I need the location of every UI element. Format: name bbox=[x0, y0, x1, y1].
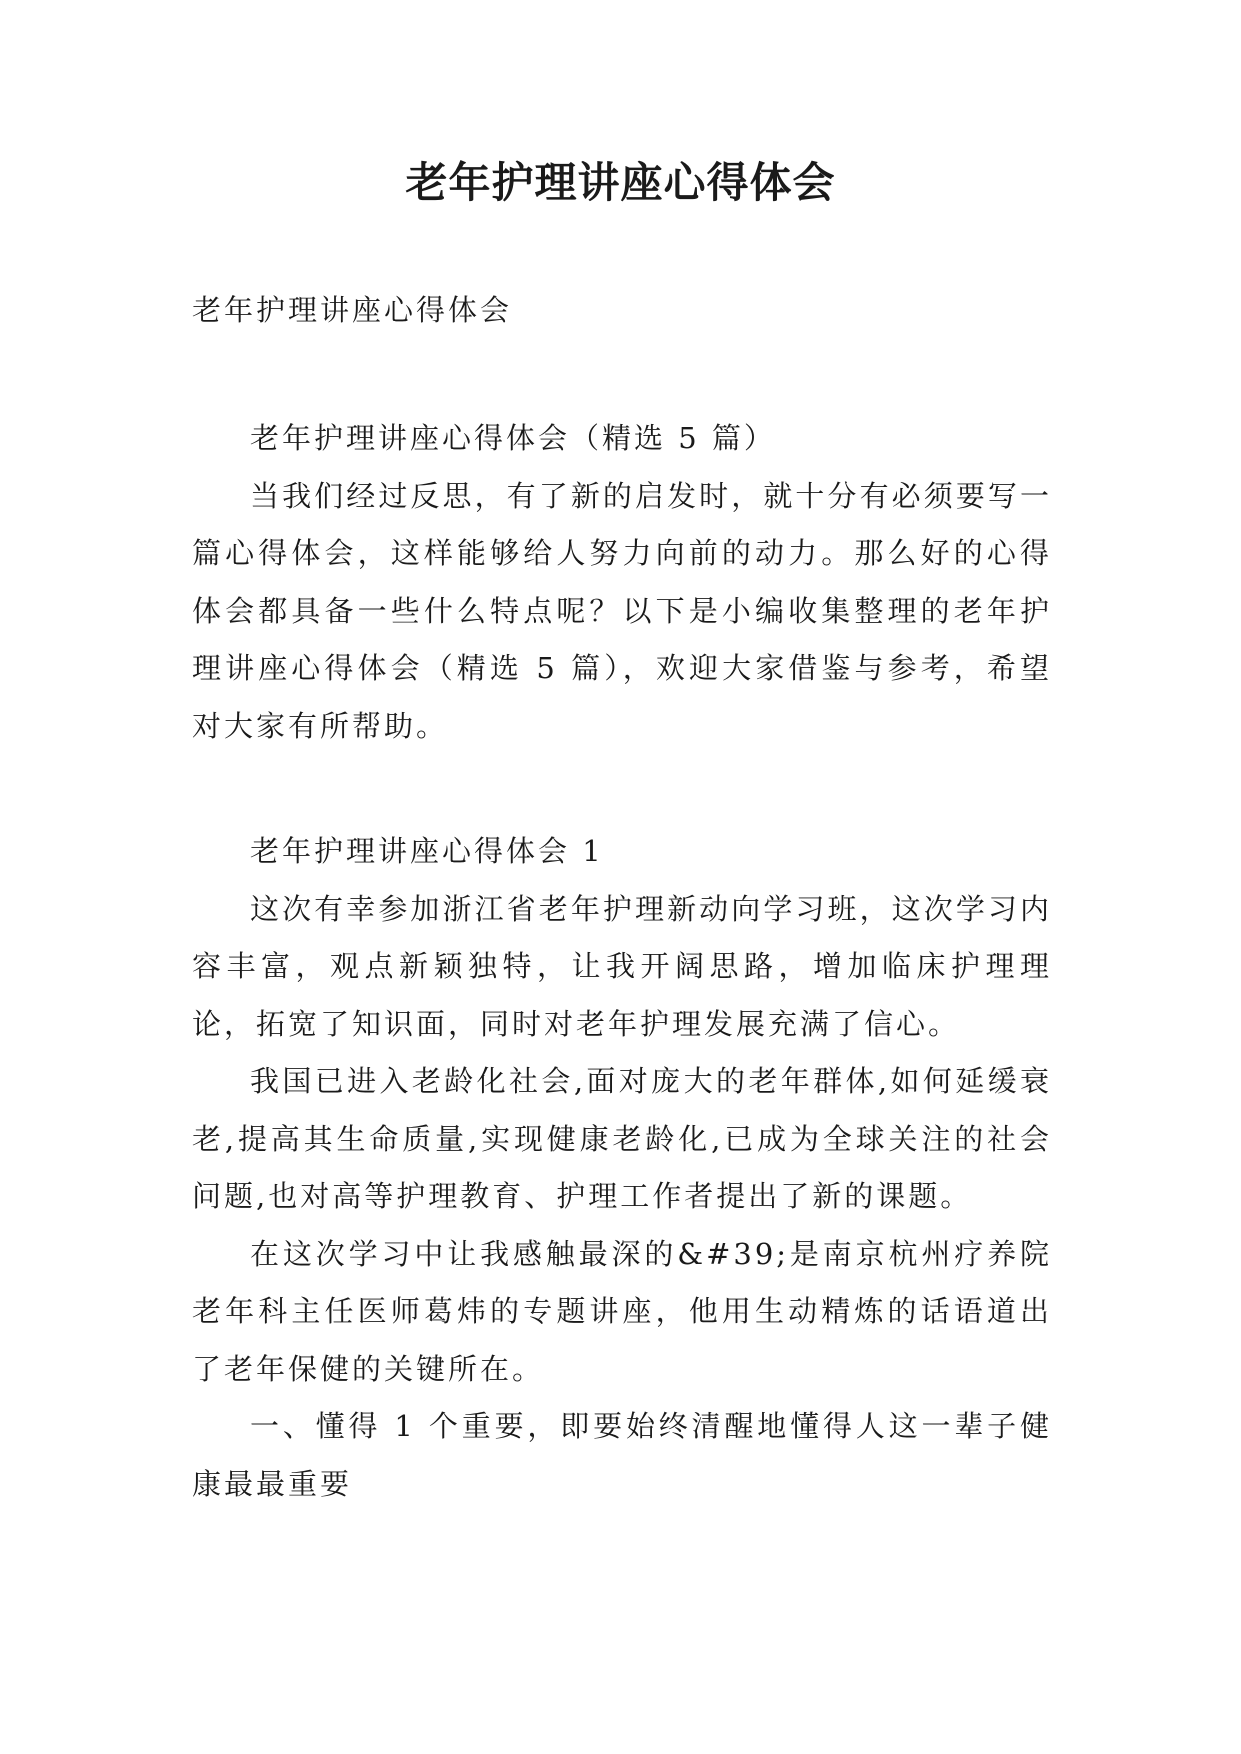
section-heading: 老年护理讲座心得体会（精选 5 篇） bbox=[250, 421, 776, 455]
intro-paragraph: 当我们经过反思，有了新的启发时，就十分有必须要写一篇心得体会，这样能够给人努力向前的动力。那么好的心得体会都具备一些什么特点呢？以下是小编收集整理的老年护理讲座心得体会（精选 5 篇），欢迎大家借鉴与参考，希望对大家有所帮助。 bbox=[192, 478, 1052, 743]
body-paragraph: 一、懂得 1 个重要，即要始终清醒地懂得人这一辈子健康最最重要 bbox=[192, 1409, 1052, 1501]
document-title: 老年护理讲座心得体会 bbox=[405, 158, 836, 207]
body-paragraph: 我国已进入老龄化社会,面对庞大的老年群体,如何延缓衰老,提高其生命质量,实现健康老龄化,已成为全球关注的社会问题,也对高等护理教育、护理工作者提出了新的课题。 bbox=[192, 1064, 1052, 1213]
body-paragraph: 在这次学习中让我感触最深的&#39;是南京杭州疗养院老年科主任医师葛炜的专题讲座，他用生动精炼的话语道出了老年保健的关键所在。 bbox=[192, 1236, 1052, 1386]
document-subtitle: 老年护理讲座心得体会 bbox=[192, 293, 513, 327]
body-paragraph: 这次有幸参加浙江省老年护理新动向学习班，这次学习内容丰富，观点新颖独特，让我开阔思路，增加临床护理理论，拓宽了知识面，同时对老年护理发展充满了信心。 bbox=[192, 891, 1052, 1041]
section-heading: 老年护理讲座心得体会 1 bbox=[250, 834, 604, 868]
spacer bbox=[192, 755, 1052, 823]
document-body bbox=[192, 410, 1052, 1513]
